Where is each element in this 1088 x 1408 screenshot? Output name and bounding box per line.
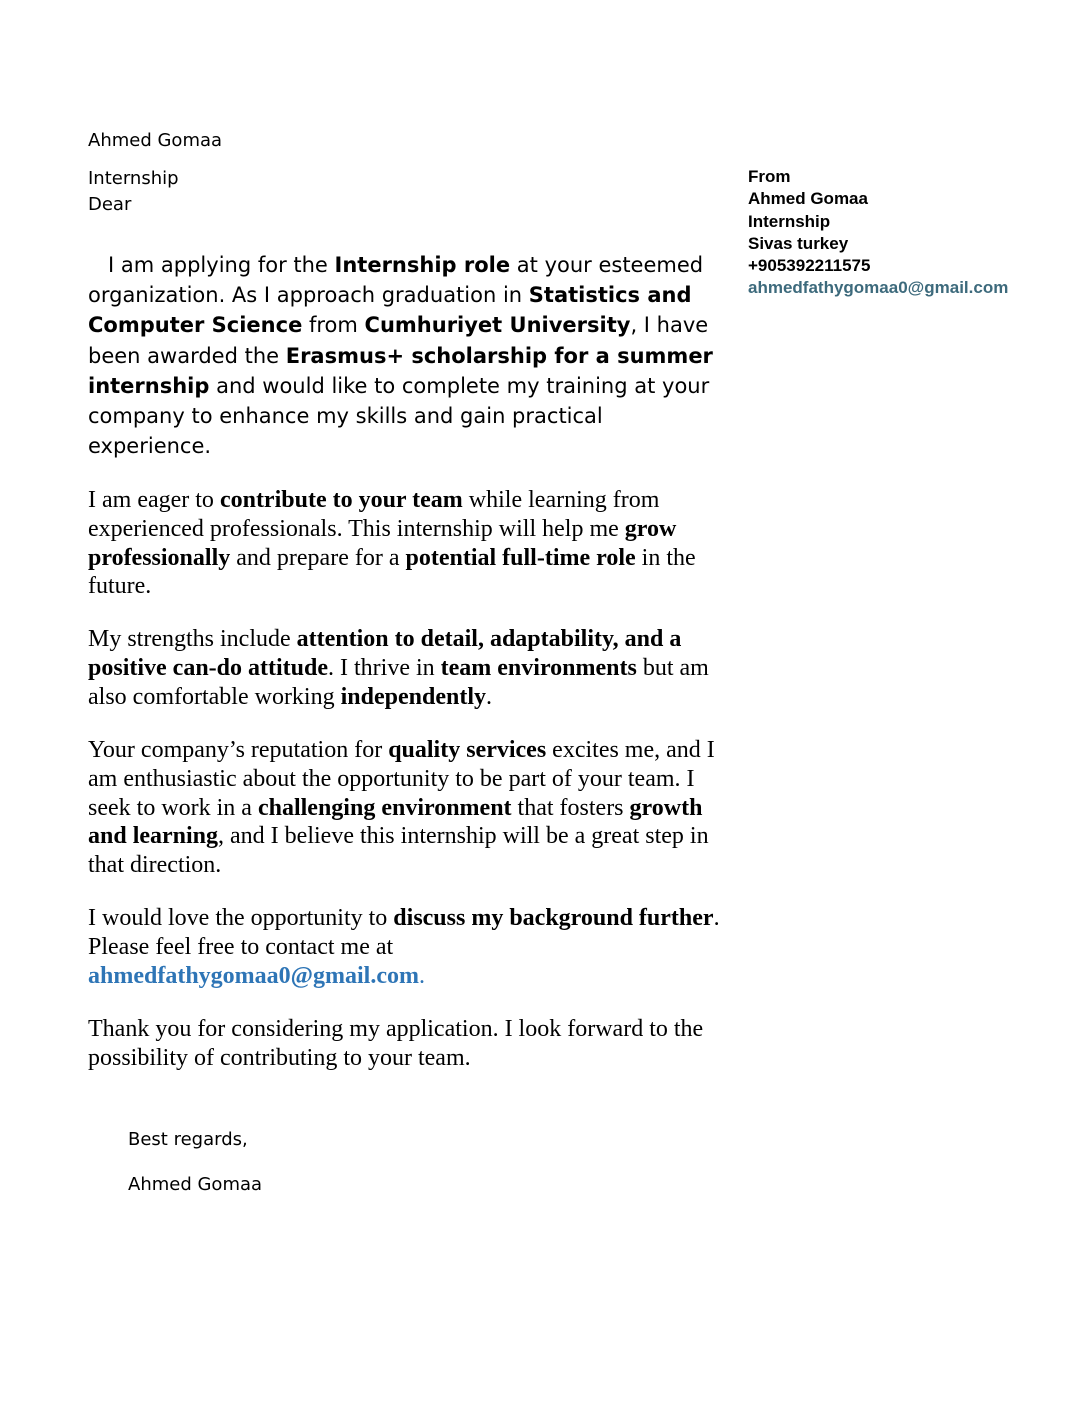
body-paragraph-strengths [88,625,733,711]
sender-phone: +905392211575 [748,256,871,276]
intro-bold-degree: Statistics and Computer Science [88,283,692,338]
p3-bold-1: quality services [388,737,547,763]
from-label: From [748,167,791,186]
p4-bold-1: discuss my background further [393,905,714,931]
sender-name: Ahmed Gomaa [88,130,223,151]
p1-text-1: I am eager to [88,487,220,513]
intro-text-4: , I have been awarded the [88,313,709,368]
p2-text-1: My strengths include [88,626,297,652]
contact-email-link[interactable]: ahmedfathygomaa0@gmail.com [88,962,419,989]
p2-text-3: but am also comfortable working [88,654,709,710]
body-paragraph-contribute [88,486,733,601]
recipient-line: Internship [88,168,179,189]
intro-text-2: at your esteemed organization. As I approach graduation in [88,253,704,308]
p1-text-4: in the future. [88,544,696,600]
p3-text-4: , and I believe this internship will be a great step in that direction. [88,823,709,879]
p1-text-2: while learning from experienced professionals. This internship will help me [88,487,660,542]
p2-bold-1: attention to detail, adaptability, and a positive can-do attitude [88,626,682,681]
intro-bold-university: Cumhuriyet University [364,313,631,338]
intro-bold-scholarship: Erasmus+ scholarship for a summer internship [88,343,713,398]
sender-location: Sivas turkey [748,233,849,253]
p1-bold-2: grow professionally [88,515,677,571]
p2-text-4: . [485,683,492,710]
p4-text-1: I would love the opportunity to [88,905,394,931]
sender-email-link[interactable]: ahmedfathygomaa0@gmail.com [748,278,1009,298]
body-paragraph-reputation [88,736,733,880]
p3-text-2: excites me, and I am enthusiastic about the opportunity to be part of your team. I seek to work in a [88,737,715,821]
p2-bold-3: independently [340,683,486,710]
p1-bold-3: potential full-time role [405,544,636,571]
sender-block-position: Internship [748,211,831,231]
intro-text-3: from [302,313,365,338]
intro-bold-role: Internship role [334,253,511,277]
p1-text-3: and prepare for a [230,544,406,571]
body-paragraph-thanks: Thank you for considering my application. I look forward to the possibility of contributing to your team. [88,1016,704,1071]
p4-text-2: . Please feel free to contact me at [88,905,720,960]
closing-regards: Best regards, [128,1129,248,1150]
p3-text-3: that fosters [511,794,630,821]
p4-text-3: . [418,962,425,989]
body-paragraph-contact [88,904,733,990]
p3-text-1: Your company’s reputation for [88,737,389,763]
sender-block-name: Ahmed Gomaa [748,189,868,209]
p3-bold-3: growth and learning [88,794,703,850]
sender-contact-block [748,166,1008,300]
signature-name: Ahmed Gomaa [128,1174,263,1195]
p2-text-2: . I thrive in [328,654,441,681]
p1-bold-1: contribute to your team [219,487,463,513]
p3-bold-2: challenging environment [257,794,512,821]
intro-paragraph [88,250,728,461]
intro-text-5: and would like to complete my training at your company to enhance my skills and gain practical experience. [88,373,710,459]
p2-bold-2: team environments [440,654,637,681]
salutation: Dear [88,194,132,215]
intro-text-1: I am applying for the [108,253,335,277]
